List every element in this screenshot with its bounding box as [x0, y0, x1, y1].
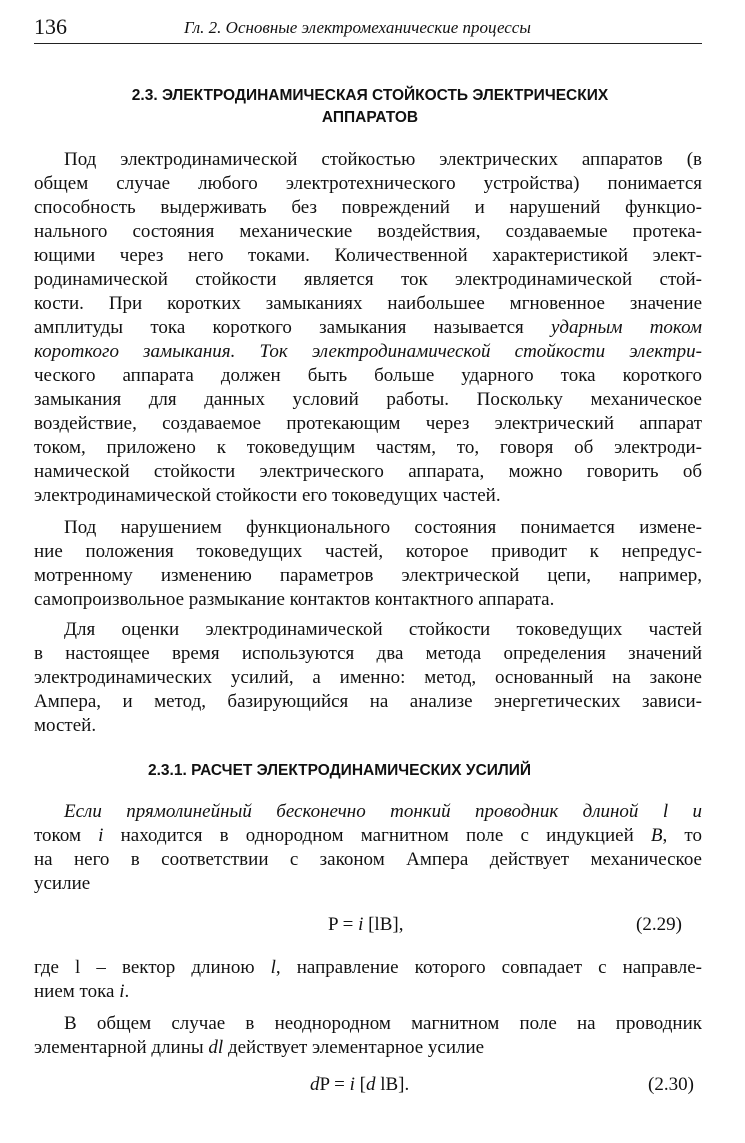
equation-2-29: [328, 914, 403, 936]
text-line: В общем случае в неоднородном магнитном поле на проводник: [64, 1013, 702, 1034]
equation-2-30: [310, 1074, 409, 1096]
math-symbol: i: [349, 1074, 355, 1095]
formula-text: P =: [328, 914, 359, 935]
math-symbol: dl: [208, 1037, 224, 1058]
text-line: [34, 800, 702, 824]
text-run: находится в однородном магнитном поле с индукцией: [103, 825, 651, 846]
text-run: нием тока: [34, 981, 120, 1002]
text-line: нального состояния механические воздействия, создаваемые протека-: [34, 221, 702, 242]
text-line: на него в соответствии с законом Ампера действует механическое: [34, 849, 702, 870]
equation-number: (2.29): [636, 914, 682, 935]
running-title: Гл. 2. Основные электромеханические процессы: [184, 18, 531, 37]
text-line: Для оценки электродинамической стойкости токоведущих частей: [64, 619, 702, 640]
text-line: воздействие, создаваемое протекающим через электрический аппарат: [34, 413, 702, 434]
text-run: Ток электродинамической стойкости электри-: [235, 341, 702, 362]
math-symbol: d: [310, 1074, 320, 1095]
page-number: 136: [34, 14, 67, 39]
section-title-line-2: АППАРАТОВ: [321, 109, 419, 126]
text-line: способность выдерживать без повреждений и нарушений функцио-: [34, 197, 702, 218]
text-line: [34, 340, 702, 364]
section-title-line-1: 2.3. ЭЛЕКТРОДИНАМИЧЕСКАЯ СТОЙКОСТЬ ЭЛЕКТРИЧЕСКИХ: [131, 87, 609, 104]
text-line: [34, 956, 702, 980]
text-line: Под нарушением функционального состояния понимается измене-: [64, 517, 702, 538]
formula-text: P =: [319, 1074, 350, 1095]
text-line: электродинамической стойкости его токоведущих частей.: [34, 485, 501, 506]
text-run: Если прямолинейный бесконечно тонкий проводник длиной: [64, 801, 663, 822]
text-line: самопроизвольное размыкание контактов контактного аппарата.: [34, 589, 555, 610]
text-line: Под электродинамической стойкостью электрических аппаратов (в: [64, 149, 702, 170]
text-line: ющими через него токами. Количественной характеристикой элект-: [34, 245, 702, 266]
formula-text: [: [354, 1074, 366, 1095]
text-run: где l – вектор длиною: [34, 957, 271, 978]
math-symbol: l: [270, 957, 276, 978]
text-line: общем случае любого электротехнического устройства) понимается: [34, 173, 702, 194]
emphasis-term: короткого замыкания.: [34, 341, 236, 362]
text-line: ческого аппарата должен быть больше ударного тока короткого: [34, 365, 702, 386]
text-line: током, приложено к токоведущим частям, то, говоря об электроди-: [34, 437, 702, 458]
text-run: амплитуды тока короткого замыкания называется: [34, 317, 552, 338]
math-symbol: d: [365, 1074, 376, 1095]
text-line: кости. При коротких замыканиях наибольшее мгновенное значение: [34, 293, 702, 314]
math-symbol: i: [98, 825, 104, 846]
text-line: [34, 824, 702, 848]
text-line: [34, 980, 702, 1004]
math-symbol: B: [650, 825, 663, 846]
text-run: элементарной длины: [34, 1037, 209, 1058]
text-line: в настоящее время используются два метода определения значений: [34, 643, 702, 664]
text-run: , то: [662, 825, 702, 846]
math-symbol: l: [662, 801, 669, 822]
text-line: [34, 1036, 702, 1060]
text-run: .: [124, 981, 130, 1002]
text-line: родинамической стойкости является ток электродинамической стой-: [34, 269, 702, 290]
text-line: [34, 316, 702, 340]
text-line: электродинамических усилий, а именно: метод, основанный на законе: [34, 667, 702, 688]
text-run: действует элементарное усилие: [223, 1037, 485, 1058]
emphasis-term: ударным током: [551, 317, 702, 338]
math-symbol: i: [119, 981, 125, 1002]
section-title: [40, 85, 700, 129]
text-line: ние положения токоведущих частей, которое приводит к непредус-: [34, 541, 702, 562]
running-head: [34, 10, 702, 44]
text-line: мотренному изменению параметров электрической цепи, например,: [34, 565, 702, 586]
text-line: Ампера, и метод, базирующийся на анализе энергетических зависи-: [34, 691, 702, 712]
math-symbol: i: [358, 914, 364, 935]
text-line: мостей.: [34, 715, 97, 736]
text-run: и: [668, 801, 703, 822]
text-line: замыкания для данных условий работы. Поскольку механическое: [34, 389, 702, 410]
text-line: намической стойкости электрического аппарата, можно говорить об: [34, 461, 702, 482]
subsection-title: 2.3.1. РАСЧЕТ ЭЛЕКТРОДИНАМИЧЕСКИХ УСИЛИЙ: [148, 762, 532, 779]
formula-text: lB].: [375, 1074, 410, 1095]
text-run: , направление которого совпадает с направле-: [275, 957, 703, 978]
equation-number: (2.30): [648, 1074, 694, 1095]
text-line: усилие: [34, 873, 91, 894]
text-run: током: [34, 825, 99, 846]
header-rule: [34, 43, 702, 44]
formula-text: [lB],: [363, 914, 404, 935]
